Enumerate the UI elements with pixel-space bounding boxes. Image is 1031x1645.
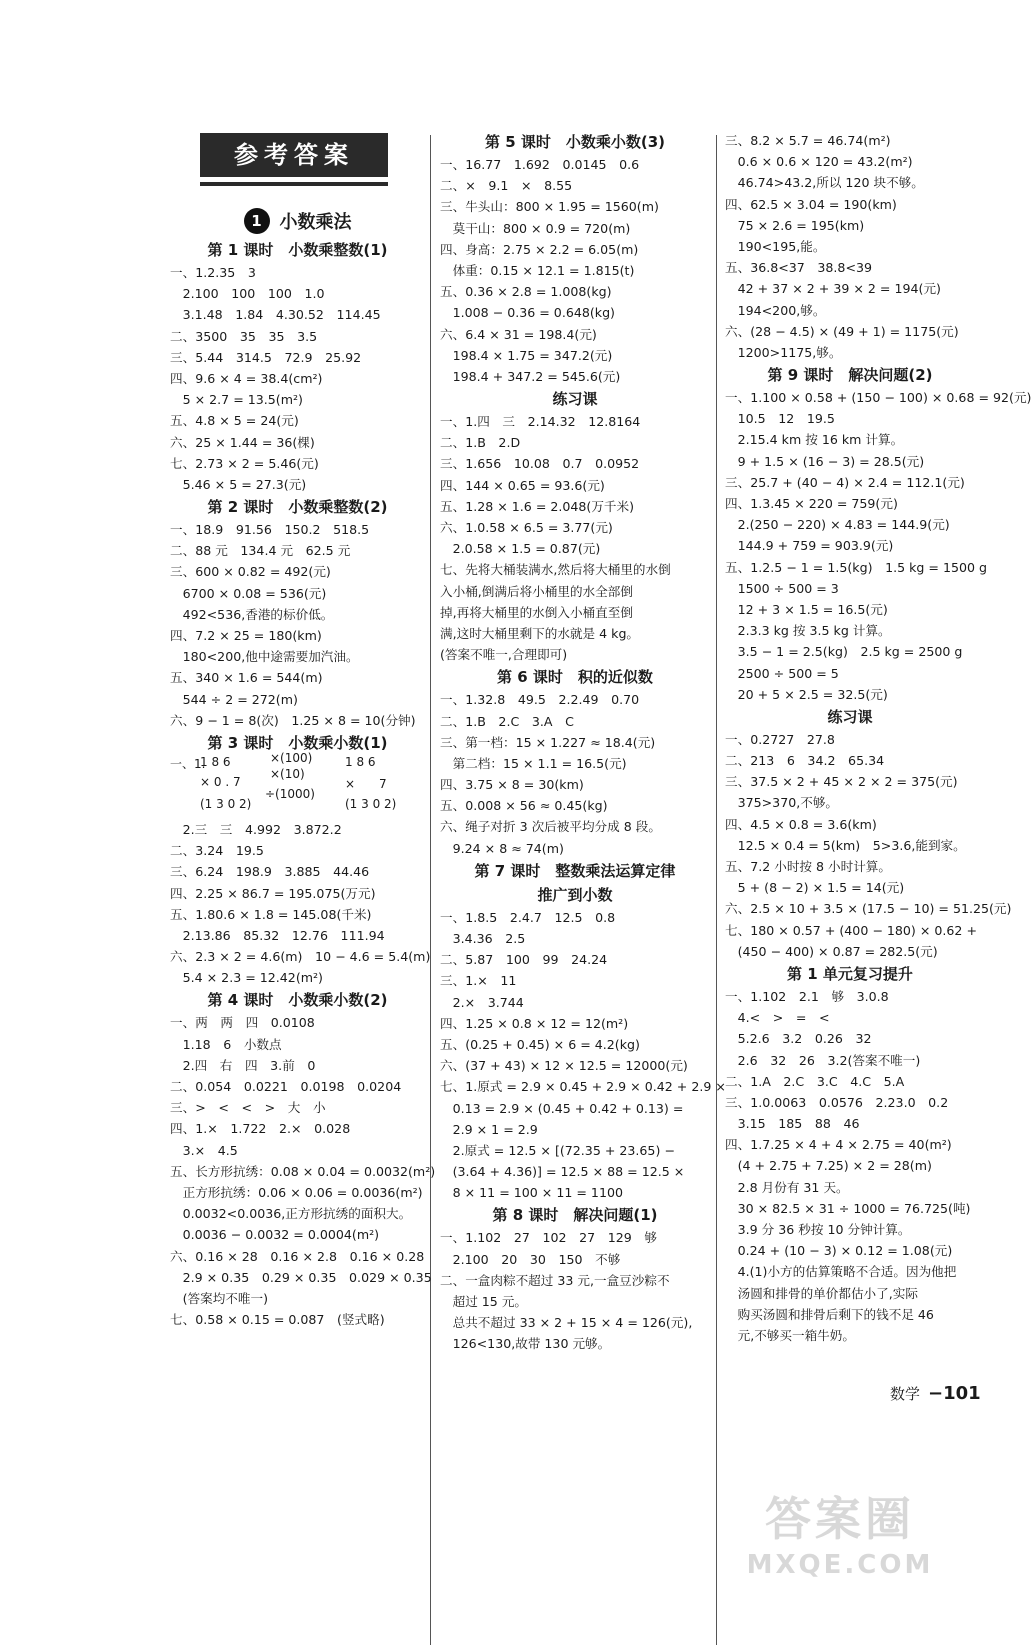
answer-line: 0.13 = 2.9 × (0.45 + 0.42 + 0.13) = [440,1100,684,1116]
answer-line: 3.15 185 88 46 [725,1116,860,1132]
answer-line: 体重：0.15 × 12.1 = 1.815(t) [440,262,635,278]
answer-line: 二、3.24 19.5 [170,843,264,859]
answer-line: 190<195,能。 [725,238,826,254]
answer-line: 四、4.5 × 0.8 = 3.6(km) [725,816,877,832]
answer-line: 一、0.2727 27.8 [725,731,835,747]
section-heading: 第 9 课时 解决问题(2) [767,366,933,385]
answer-line: 六、0.16 × 28 0.16 × 2.8 0.16 × 0.28 [170,1248,425,1264]
answer-line: 0.0036 − 0.0032 = 0.0004(m²) [170,1227,380,1243]
answer-line: 2.9 × 0.35 0.29 × 0.35 0.029 × 0.35 [170,1269,432,1285]
answer-line: 492<536,香港的标价低。 [170,606,334,622]
answer-line: 2.0.58 × 1.5 = 0.87(元) [440,541,601,557]
answer-line: 四、7.2 × 25 = 180(km) [170,628,322,643]
answer-line: 六、2.5 × 10 + 3.5 × (17.5 − 10) = 51.25(元) [725,901,1012,917]
column-divider [716,135,717,1645]
answer-line: 0.24 + (10 − 3) × 0.12 = 1.08(元) [725,1243,953,1259]
answer-line: 二、1.A 2.C 3.C 4.C 5.A [725,1073,905,1089]
answer-line: 满,这时大桶里剩下的水就是 4 kg。 [440,625,640,641]
calc-factor: × 7 [345,776,387,791]
vertical-calculation [170,750,425,819]
answer-line: (4 + 2.75 + 7.25) × 2 = 28(m) [725,1158,932,1174]
answer-banner: 参考答案 [200,133,388,177]
answer-line: (答案不唯一,合理即可) [440,647,568,663]
answer-line: 3.× 4.5 [170,1142,238,1158]
answer-line: 5 + (8 − 2) × 1.5 = 14(元) [725,880,905,896]
answer-line: 2.8 月份有 31 天。 [725,1179,849,1195]
answer-line: 七、180 × 0.57 + (400 − 180) × 0.62 + [725,922,977,938]
section-heading: 推广到小数 [537,885,613,904]
answer-line: 12 + 3 × 1.5 = 16.5(元) [725,601,888,617]
answer-line: 五、36.8<37 38.8<39 [725,260,873,276]
answer-line: 四、62.5 × 3.04 = 190(km) [725,196,897,212]
answer-line: 三、5.44 314.5 72.9 25.92 [170,349,362,365]
answer-line: 二、1.B 2.D [440,435,521,451]
answer-line: 五、(0.25 + 0.45) × 6 = 4.2(kg) [440,1036,640,1052]
answer-line: 二、1.B 2.C 3.A C [440,713,574,729]
answer-line: 三、25.7 + (40 − 4) × 2.4 = 112.1(元) [725,474,965,490]
answer-line: 12.5 × 0.4 = 5(km) 5>3.6,能到家。 [725,837,966,853]
calc-factor: 1 8 6 [200,754,231,769]
answer-line: (450 − 400) × 0.87 = 282.5(元) [725,943,938,959]
answer-line: 一、1.四 三 2.14.32 12.8164 [440,414,641,430]
answer-line: 一、1.2.35 3 [170,265,256,280]
section-heading: 第 4 课时 小数乘小数(2) [207,991,388,1010]
answer-line: 一、1.32.8 49.5 2.2.49 0.70 [440,692,640,708]
answer-line: 198.4 + 347.2 = 545.6(元) [440,368,621,384]
answer-line: 三、1.656 10.08 0.7 0.0952 [440,456,640,472]
answer-line: 三、> < < > 大 小 [170,1100,326,1116]
answer-line: 二、213 6 34.2 65.34 [725,753,885,769]
answer-line: 三、8.2 × 5.7 = 46.74(m²) [725,133,891,148]
answer-line: 三、第一档：15 × 1.227 ≈ 18.4(元) [440,734,656,750]
answer-line: 入小桶,倒满后将小桶里的水全部倒 [440,583,633,599]
section-heading: 第 2 课时 小数乘整数(2) [207,498,388,517]
answer-line: 3.5 − 1 = 2.5(kg) 2.5 kg = 2500 g [725,644,963,660]
answer-line: 5 × 2.7 = 13.5(m²) [170,392,303,408]
section-heading: 第 1 单元复习提升 [787,964,913,983]
answer-line: 二、5.87 100 99 24.24 [440,952,608,968]
unit-heading [170,204,425,238]
answer-line: 汤圆和排骨的单价都估小了,实际 [725,1285,918,1301]
answer-line: 六、1.0.58 × 6.5 = 3.77(元) [440,520,613,535]
answer-line: 购买汤圆和排骨后剩下的钱不足 46 [725,1306,934,1322]
section-heading: 第 1 课时 小数乘整数(1) [207,241,388,259]
answer-line: 五、1.28 × 1.6 = 2.048(万千米) [440,498,635,514]
answer-line: 46.74>43.2,所以 120 块不够。 [725,175,924,191]
calc-factor: 1 8 6 [345,754,376,769]
answer-line: 五、340 × 1.6 = 544(m) [170,670,323,686]
answer-line: 30 × 82.5 × 31 ÷ 1000 = 76.725(吨) [725,1200,971,1216]
answer-line: 一、两 两 四 0.0108 [170,1015,315,1031]
answer-line: 六、绳子对折 3 次后被平均分成 8 段。 [440,819,661,835]
answer-line: 9.24 × 8 ≈ 74(m) [440,840,564,856]
answer-line: 超过 15 元。 [440,1294,528,1309]
answer-line: 194<200,够。 [725,302,826,318]
section-heading: 第 7 课时 整数乘法运算定律 [474,861,676,880]
answer-line: 一、1.102 2.1 够 3.0.8 [725,988,889,1004]
answer-line: 1500 ÷ 500 = 3 [725,580,839,596]
section-heading: 第 6 课时 积的近似数 [497,668,653,687]
section-heading: 第 3 课时 小数乘小数(1) [207,733,388,752]
answer-column-1 [170,200,436,1330]
answer-line: 三、37.5 × 2 + 45 × 2 × 2 = 375(元) [725,774,958,790]
page-number: −101 [928,1383,981,1404]
answer-line: 1200>1175,够。 [725,344,842,360]
answer-line: 四、身高：2.75 × 2.2 = 6.05(m) [440,241,639,257]
answer-line: 2.四 右 四 3.前 0 [170,1057,316,1073]
answer-line: 四、144 × 0.65 = 93.6(元) [440,477,605,493]
answer-line: 六、2.3 × 2 = 4.6(m) 10 − 4.6 = 5.4(m) [170,949,431,965]
answer-line: 2.3.3 kg 按 3.5 kg 计算。 [725,623,891,639]
answer-line: 20 + 5 × 2.5 = 32.5(元) [725,686,888,702]
answer-line: 六、(28 − 4.5) × (49 + 1) = 1175(元) [725,323,959,339]
answer-line: 一、16.77 1.692 0.0145 0.6 [440,157,640,172]
answer-line: 二、3500 35 35 3.5 [170,328,318,344]
calc-factor: × 0 . 7 [200,774,241,789]
answer-line: 四、1.25 × 0.8 × 12 = 12(m²) [440,1015,629,1031]
answer-line: 六、(37 + 43) × 12 × 12.5 = 12000(元) [440,1058,688,1074]
answer-line: 四、1.7.25 × 4 + 4 × 2.75 = 40(m²) [725,1137,952,1153]
answer-line: 6700 × 0.08 = 536(元) [170,585,327,601]
calc-result: (1 3 0 2) [200,796,252,811]
section-heading: 练习课 [827,707,873,726]
answer-column-3 [725,130,1031,1346]
watermark-logo-text: 答案圈 [765,1492,915,1546]
answer-line: 莫干山：800 × 0.9 = 720(m) [440,220,631,236]
banner-underline [200,182,388,186]
answer-line: 元,不够买一箱牛奶。 [725,1327,855,1343]
section-heading: 第 8 课时 解决问题(1) [492,1206,658,1225]
answer-line: 三、600 × 0.82 = 492(元) [170,564,331,580]
calc-operation: ×(100) [270,750,313,765]
answer-line: 四、9.6 × 4 = 38.4(cm²) [170,370,323,386]
answer-line: 42 + 37 × 2 + 39 × 2 = 194(元) [725,281,941,297]
answer-line: 2.9 × 1 = 2.9 [440,1121,538,1137]
answer-line: 2.100 100 100 1.0 [170,286,325,302]
answer-line: 375>370,不够。 [725,795,839,811]
answer-line: 3.4.36 2.5 [440,931,526,946]
answer-line: 二、0.054 0.0221 0.0198 0.0204 [170,1079,402,1094]
answer-line: 三、6.24 198.9 3.885 44.46 [170,864,370,880]
answer-line: 四、1.× 1.722 2.× 0.028 [170,1121,351,1137]
answer-line: 二、88 元 134.4 元 62.5 元 [170,543,351,559]
answer-line: 五、4.8 × 5 = 24(元) [170,413,299,429]
answer-line: 544 ÷ 2 = 272(m) [170,691,298,707]
answer-line: 六、25 × 1.44 = 36(棵) [170,434,315,450]
answer-line: 2.100 20 30 150 不够 [440,1251,621,1267]
calc-result: (1 3 0 2) [345,796,397,811]
answer-line: 四、3.75 × 8 = 30(km) [440,777,584,793]
answer-line: 9 + 1.5 × (16 − 3) = 28.5(元) [725,453,925,469]
answer-line: 1.18 6 小数点 [170,1036,282,1052]
answer-line: 五、0.008 × 56 ≈ 0.45(kg) [440,798,608,814]
answer-line: 五、7.2 小时按 8 小时计算。 [725,859,891,874]
answer-line: 五、0.36 × 2.8 = 1.008(kg) [440,284,612,300]
answer-line: 七、0.58 × 0.15 = 0.087 (竖式略) [170,1312,385,1328]
answer-line: 一、1.100 × 0.58 + (150 − 100) × 0.68 = 92(元) [725,390,1031,406]
answer-line: 六、9 − 1 = 8(次) 1.25 × 8 = 10(分钟) [170,712,416,728]
answer-line: 二、一盒肉粽不超过 33 元,一盒豆沙粽不 [440,1272,670,1288]
calc-label: 一、1. [170,756,206,771]
answer-line: 126<130,故带 130 元够。 [440,1336,611,1352]
subject-label: 数学 [890,1385,921,1403]
answer-line: 2.(250 − 220) × 4.83 = 144.9(元) [725,517,950,533]
answer-line: 2.原式 = 12.5 × [(72.35 + 23.65) − [440,1142,675,1158]
answer-line: 七、2.73 × 2 = 5.46(元) [170,455,319,471]
answer-line: 2.13.86 85.32 12.76 111.94 [170,927,385,943]
answer-line: 掉,再将大桶里的水倒入小桶直至倒 [440,604,633,620]
answer-line: 8 × 11 = 100 × 11 = 1100 [440,1185,623,1201]
answer-line: 4.< > = < [725,1010,830,1026]
answer-line: 0.6 × 0.6 × 120 = 43.2(m²) [725,154,913,170]
answer-line: 一、1.102 27 102 27 129 够 [440,1230,657,1246]
answer-line: 1.008 − 0.36 = 0.648(kg) [440,305,615,321]
watermark-url: MXQE.COM [746,1550,934,1580]
answer-line: 4.(1)小方的估算策略不合适。因为他把 [725,1264,957,1280]
answer-line: 四、1.3.45 × 220 = 759(元) [725,496,898,511]
answer-line: 三、1.× 11 [440,973,517,989]
answer-line: 一、18.9 91.56 150.2 518.5 [170,522,370,538]
column-divider [430,135,431,1645]
section-heading: 练习课 [552,390,598,409]
answer-line: 2.6 32 26 3.2(答案不唯一) [725,1052,921,1068]
answer-line: 五、1.80.6 × 1.8 = 145.08(千米) [170,906,372,922]
answer-line: 2.× 3.744 [440,994,524,1010]
answer-line: 2.三 三 4.992 3.872.2 [170,821,342,837]
answer-line: 180<200,他中途需要加汽油。 [170,649,359,665]
answer-line: 0.0032<0.0036,正方形抗绣的面积大。 [170,1206,412,1222]
answer-line: 3.9 分 36 秒按 10 分钟计算。 [725,1222,911,1237]
calc-operation: ×(10) [270,766,305,781]
answer-line: 三、牛头山：800 × 1.95 = 1560(m) [440,199,659,215]
answer-line: 第二档：15 × 1.1 = 16.5(元) [440,755,627,771]
answer-line: 总共不超过 33 × 2 + 15 × 4 = 126(元), [440,1315,693,1331]
answer-line: 一、1.8.5 2.4.7 12.5 0.8 [440,909,616,925]
unit-number-badge: 1 [244,208,270,234]
answer-line: 二、× 9.1 × 8.55 [440,178,573,194]
answer-line: 五、1.2.5 − 1 = 1.5(kg) 1.5 kg = 1500 g [725,559,988,575]
answer-line: 75 × 2.6 = 195(km) [725,217,865,233]
answer-line: 五、长方形抗绣：0.08 × 0.04 = 0.0032(m²) [170,1163,436,1179]
answer-line: 198.4 × 1.75 = 347.2(元) [440,347,613,363]
answer-line: 2.15.4 km 按 16 km 计算。 [725,432,904,448]
answer-line: 5.2.6 3.2 0.26 32 [725,1031,872,1047]
answer-line: 六、6.4 × 31 = 198.4(元) [440,326,597,342]
answer-line: 144.9 + 759 = 903.9(元) [725,538,894,554]
site-watermark [700,1490,980,1590]
answer-line: 10.5 12 19.5 [725,411,835,427]
answer-line: 正方形抗绣：0.06 × 0.06 = 0.0036(m²) [170,1184,423,1200]
answer-line: 七、1.原式 = 2.9 × 0.45 + 2.9 × 0.42 + 2.9 × [440,1079,726,1095]
page-footer [890,1383,981,1404]
answer-line: (答案均不唯一) [170,1290,268,1306]
section-heading: 第 5 课时 小数乘小数(3) [484,133,666,151]
answer-line: 三、1.0.0063 0.0576 2.23.0 0.2 [725,1094,949,1110]
answer-line: (3.64 + 4.36)] = 12.5 × 88 = 12.5 × [440,1164,685,1180]
answer-line: 四、2.25 × 86.7 = 195.075(万元) [170,885,376,901]
answer-line: 七、先将大桶装满水,然后将大桶里的水倒 [440,562,671,578]
answer-line: 3.1.48 1.84 4.30.52 114.45 [170,307,381,323]
unit-title: 小数乘法 [279,212,352,233]
calc-operation: ÷(1000) [265,786,315,801]
answer-line: 5.4 × 2.3 = 12.42(m²) [170,970,323,986]
answer-line: 2500 ÷ 500 = 5 [725,665,839,681]
answer-column-2 [440,130,726,1355]
answer-line: 5.46 × 5 = 27.3(元) [170,476,307,492]
